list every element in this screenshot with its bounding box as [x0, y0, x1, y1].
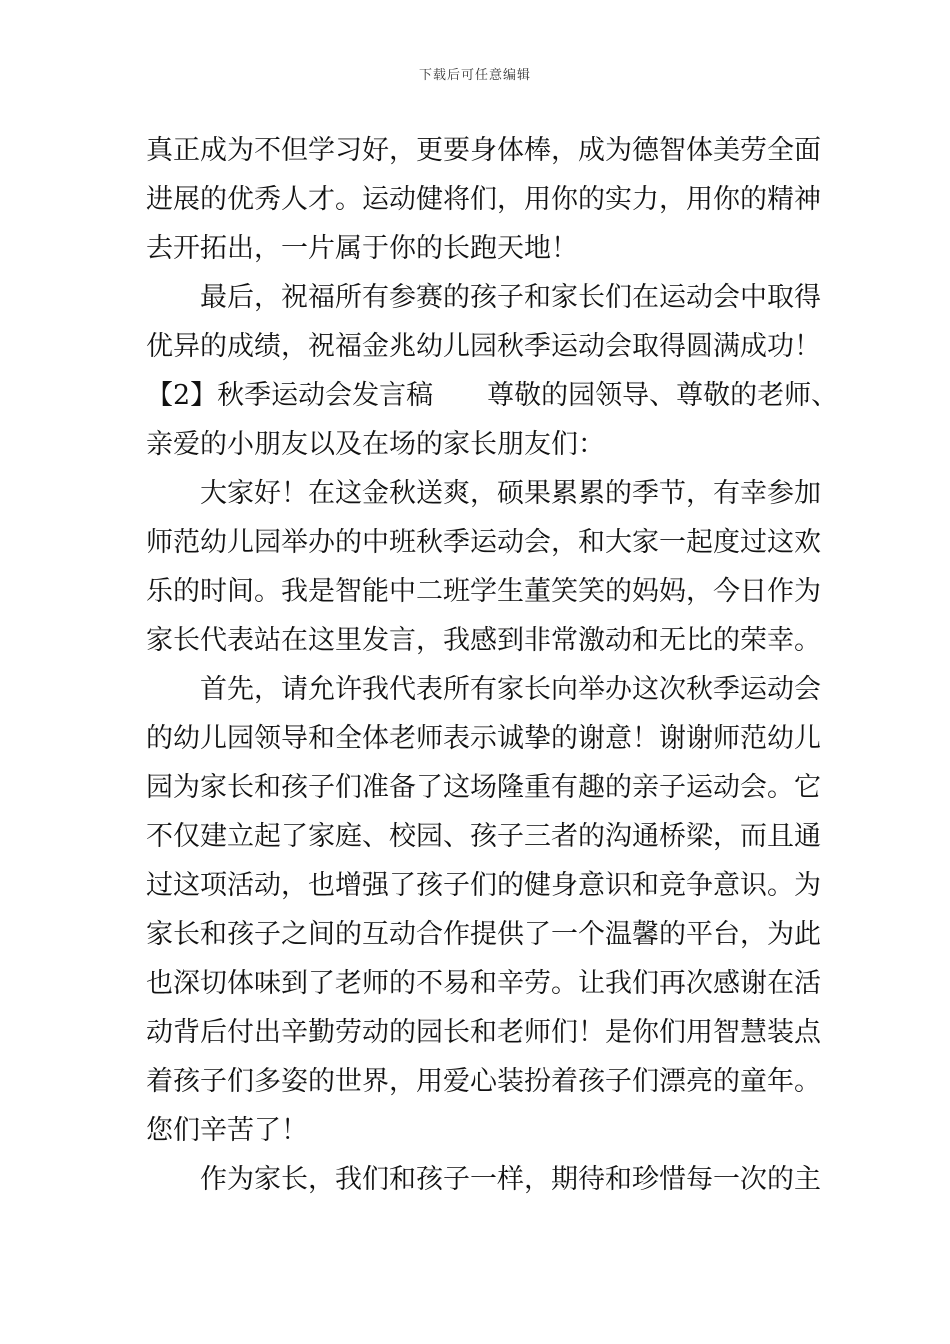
section-heading-line: 【2】秋季运动会发言稿 尊敬的园领导、尊敬的老师、: [146, 380, 839, 411]
text-line: 过这项活动，也增强了孩子们的健身意识和竞争意识。为: [146, 870, 821, 901]
page-header: 下载后可任意编辑: [418, 68, 531, 83]
text-line: 着孩子们多姿的世界，用爱心装扮着孩子们漂亮的童年。: [146, 1066, 821, 1097]
document-body: [146, 126, 839, 1204]
text-line: 亲爱的小朋友以及在场的家长朋友们：: [146, 429, 605, 460]
text-line: 园为家长和孩子们准备了这场隆重有趣的亲子运动会。它: [146, 772, 821, 803]
text-line: 家长代表站在这里发言，我感到非常激动和无比的荣幸。: [146, 625, 821, 656]
text-line: 优异的成绩，祝福金兆幼儿园秋季运动会取得圆满成功！: [146, 331, 821, 362]
text-line: 大家好！在这金秋送爽，硕果累累的季节，有幸参加: [200, 478, 821, 509]
text-line: 家长和孩子之间的互动合作提供了一个温馨的平台，为此: [146, 919, 821, 950]
text-line: 作为家长，我们和孩子一样，期待和珍惜每一次的主: [200, 1164, 821, 1195]
text-line: 动背后付出辛勤劳动的园长和老师们！是你们用智慧装点: [146, 1017, 821, 1048]
text-line: 最后，祝福所有参赛的孩子和家长们在运动会中取得: [200, 282, 821, 313]
text-line: 进展的优秀人才。运动健将们，用你的实力，用你的精神: [146, 184, 821, 215]
text-line: 首先，请允许我代表所有家长向举办这次秋季运动会: [200, 674, 821, 705]
text-line: 不仅建立起了家庭、校园、孩子三者的沟通桥梁，而且通: [146, 821, 821, 852]
text-line: 您们辛苦了！: [146, 1115, 308, 1146]
text-line: 真正成为不但学习好，更要身体棒，成为德智体美劳全面: [146, 135, 821, 166]
text-line: 也深切体味到了老师的不易和辛劳。让我们再次感谢在活: [146, 968, 821, 999]
text-line: 乐的时间。我是智能中二班学生董笑笑的妈妈，今日作为: [146, 576, 821, 607]
text-line: 师范幼儿园举办的中班秋季运动会，和大家一起度过这欢: [146, 527, 821, 558]
text-line: 的幼儿园领导和全体老师表示诚挚的谢意！谢谢师范幼儿: [146, 723, 821, 754]
text-line: 去开拓出，一片属于你的长跑天地！: [146, 233, 578, 264]
